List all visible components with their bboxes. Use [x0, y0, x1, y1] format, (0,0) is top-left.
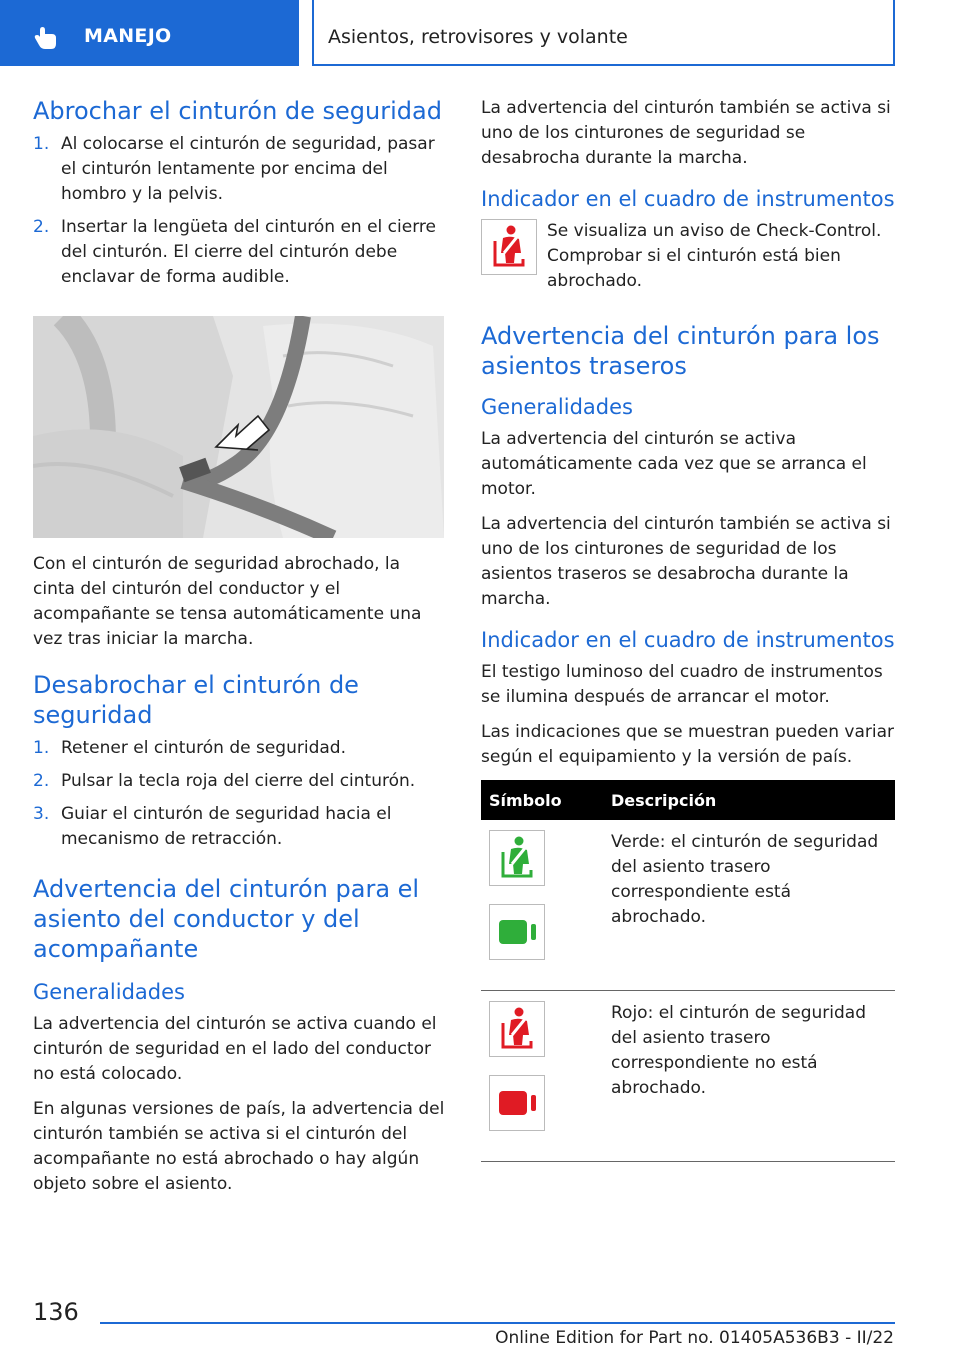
- chapter-tab: [312, 0, 895, 66]
- step-text: Guiar el cinturón de seguridad hacia el mecanismo de retracción.: [61, 804, 392, 849]
- rear-warning-p2: La advertencia del cinturón también se activa si uno de los cinturones de seguridad de los asientos traseros se desabrocha durante la marcha.: [481, 514, 891, 609]
- rear-warning-subheading: Generalidades: [481, 395, 633, 419]
- list-item: [33, 736, 447, 761]
- step-text: Insertar la lengüeta del cinturón en el cierre del cinturón. El cierre del cinturón debe enclavar de forma audible.: [61, 217, 436, 287]
- step-text: Pulsar la tecla roja del cierre del cinturón.: [61, 771, 416, 791]
- step-number: 1.: [33, 134, 50, 154]
- table-header-row: [481, 780, 895, 820]
- indicator2-p2: Las indicaciones que se muestran pueden variar según el equipamiento y la versión de país.: [481, 722, 894, 767]
- footer-divider: [100, 1322, 895, 1324]
- seatbelt-illustration: [33, 316, 444, 538]
- indicator2-p1: El testigo luminoso del cuadro de instrumentos se ilumina después de arrancar el motor.: [481, 662, 883, 707]
- section-title: MANEJO: [84, 25, 172, 47]
- right-column: [481, 96, 895, 1162]
- description-cell: Verde: el cinturón de seguridad del asiento trasero correspondiente está abrochado.: [603, 820, 895, 991]
- step-number: 2.: [33, 771, 50, 791]
- indicator2-heading: Indicador en el cuadro de instrumentos: [481, 628, 895, 652]
- list-item: [33, 215, 447, 290]
- indicator1-text: Se visualiza un aviso de Check-Control. Comprobar si el cinturón está bien abrochado.: [547, 221, 882, 291]
- fasten-heading: Abrochar el cinturón de seguridad: [33, 97, 442, 125]
- table-header-description: Descripción: [603, 780, 895, 820]
- step-number: 3.: [33, 804, 50, 824]
- step-text: Retener el cinturón de seguridad.: [61, 738, 346, 758]
- after-fasten-text: Con el cinturón de seguridad abrochado, la cinta del cinturón del conductor y el acompañante se tensa automáticamente una vez tras iniciar la marcha.: [33, 554, 422, 649]
- chapter-title: Asientos, retrovisores y volante: [328, 26, 628, 48]
- unfasten-steps: [33, 736, 447, 852]
- list-item: [33, 132, 447, 207]
- step-text: Al colocarse el cinturón de seguridad, pasar el cinturón lentamente por encima del hombro y la pelvis.: [61, 134, 435, 204]
- table-row: [481, 991, 895, 1162]
- table-header-symbol: Símbolo: [481, 780, 603, 820]
- front-warning-subheading: Generalidades: [33, 980, 185, 1004]
- unfasten-heading: Desabrochar el cinturón de seguridad: [33, 671, 359, 729]
- rear-warning-p1: La advertencia del cinturón se activa automáticamente cada vez que se arranca el motor.: [481, 429, 867, 499]
- list-item: [33, 769, 447, 794]
- table-row: [481, 820, 895, 991]
- seat-green-icon: [489, 904, 545, 960]
- front-warning-heading: Advertencia del cinturón para el asiento del conductor y del acompañante: [33, 875, 420, 963]
- description-cell: Rojo: el cinturón de seguridad del asiento trasero correspondiente no está abrochado.: [603, 991, 895, 1162]
- step-number: 1.: [33, 738, 50, 758]
- seat-red-icon: [489, 1075, 545, 1131]
- symbol-table: [481, 780, 895, 1162]
- fasten-steps: [33, 132, 447, 290]
- seatbelt-red-icon: [489, 1001, 545, 1057]
- symbol-cell: [481, 991, 603, 1162]
- symbol-cell: [481, 820, 603, 991]
- front-warning-p2: En algunas versiones de país, la advertencia del cinturón también se activa si el cinturón del acompañante no está abrochado o hay algún objeto sobre el asiento.: [33, 1099, 445, 1194]
- intro-text: La advertencia del cinturón también se activa si uno de los cinturones de seguridad se desabrocha durante la marcha.: [481, 98, 891, 168]
- page-number: 136: [33, 1298, 79, 1326]
- indicator1-row: [481, 219, 895, 301]
- front-warning-p1: La advertencia del cinturón se activa cuando el cinturón de seguridad en el lado del conductor no está colocado.: [33, 1014, 437, 1084]
- list-item: [33, 802, 447, 852]
- seatbelt-green-icon: [489, 830, 545, 886]
- steering-hand-icon: [32, 22, 62, 52]
- left-column: [33, 96, 447, 1207]
- edition-text: Online Edition for Part no. 01405A536B3 - II/22: [495, 1328, 894, 1348]
- indicator1-heading: Indicador en el cuadro de instrumentos: [481, 187, 895, 211]
- section-tab: [0, 0, 299, 66]
- rear-warning-heading: Advertencia del cinturón para los asientos traseros: [481, 322, 880, 380]
- step-number: 2.: [33, 217, 50, 237]
- seatbelt-warning-icon: [481, 219, 537, 275]
